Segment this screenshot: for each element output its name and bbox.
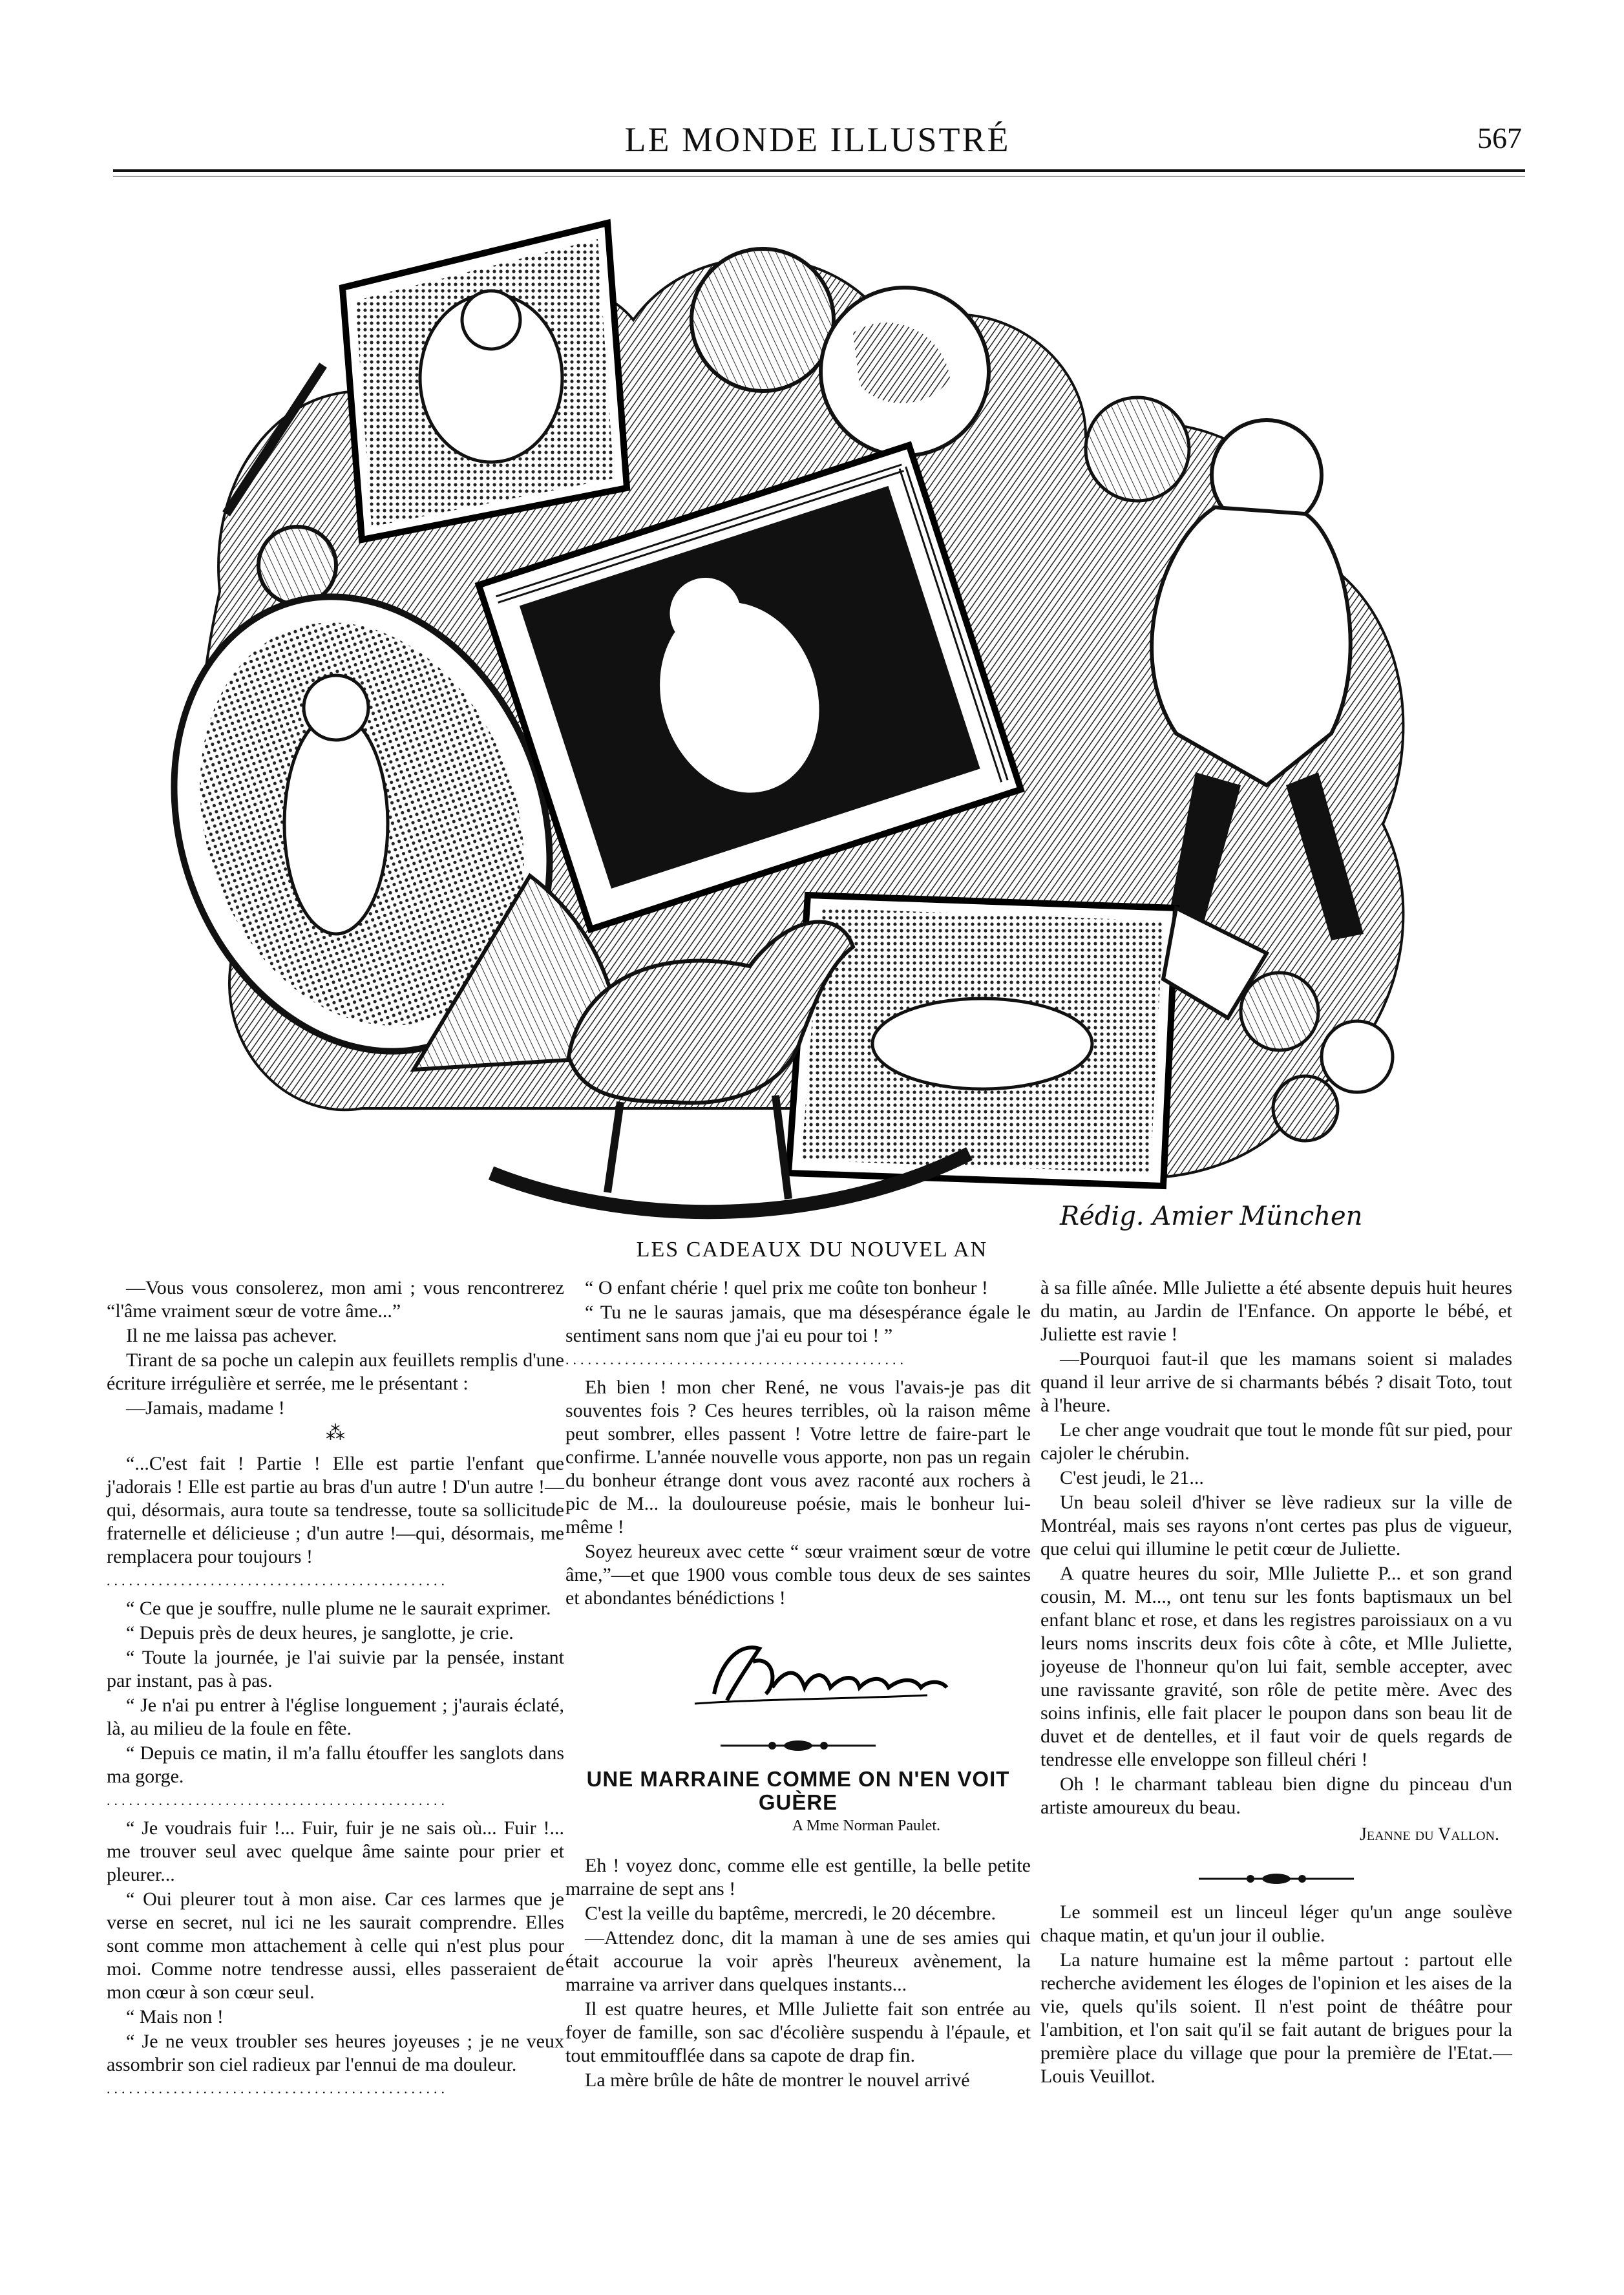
paragraph: à sa fille aînée. Mlle Juliette a été absente depuis huit heures du matin, au Jardin de l'Enfance. On apporte le bébé, et Juliette est ravie ! <box>1040 1277 1512 1345</box>
publication-title: LE MONDE ILLUSTRÉ <box>624 120 1011 159</box>
dotted-separator: .............................................. <box>107 1792 448 1808</box>
paragraph: Soyez heureux avec cette “ sœur vraiment sœur de votre âme,”—et que 1900 vous comble tous deux de ses saintes et abondantes bénédictions ! <box>565 1541 1031 1609</box>
paragraph: “ Je voudrais fuir !... Fuir, fuir je ne sais où... Fuir !... me trouver seul avec quelque âme sainte pour prier et pleurer... <box>107 1817 564 1885</box>
paragraph: “ Tu ne le sauras jamais, que ma désespérance égale le sentiment sans nom que j'ai eu pour toi ! ” <box>565 1302 1031 1346</box>
new-year-gifts-illustration <box>168 204 1486 1238</box>
paragraph: Il est quatre heures, et Mlle Juliette fait son entrée au foyer de famille, son sac d'écolière suspendu à l'épaule, et tout emmitoufflée dans sa capote de drap fin. <box>565 1998 1031 2066</box>
paragraph: —Jamais, madame ! <box>126 1397 285 1419</box>
paragraph: “ Toute la journée, je l'ai suivie par la pensée, instant par instant, pas à pas. <box>107 1647 564 1691</box>
paragraph: La nature humaine est la même partout : partout elle recherche avidement les éloges de l'opinion et les aises de la vie, quels qu'ils soient. Il n'est point de théâtre pour l'ambition, et l'on sait qu'il se fait autant de brigues pour la première place du village que pour la première de l'Etat.—Louis Veuillot. <box>1040 1949 1512 2087</box>
paragraph: —Attendez donc, dit la maman à une de ses amies qui était accourue la voir après l'heureux avènement, la marraine va arriver dans quelques instants... <box>565 1927 1031 1995</box>
paragraph: Eh ! voyez donc, comme elle est gentille, la belle petite marraine de sept ans ! <box>565 1855 1031 1899</box>
masthead <box>113 120 1522 171</box>
handwritten-signature <box>565 1623 1031 1713</box>
section-ornament <box>1199 1872 1354 1885</box>
dotted-separator: .............................................. <box>107 1572 448 1589</box>
paragraph: —Vous vous consolerez, mon ami ; vous rencontrerez “l'âme vraiment sœur de votre âme...” <box>107 1277 564 1322</box>
section-title: UNE MARRAINE COMME ON N'EN VOIT GUÈRE <box>586 1767 1010 1814</box>
paragraph: “...C'est fait ! Partie ! Elle est partie l'enfant que j'adorais ! Elle est partie au bras d'un autre ! D'un autre !—qui, désormais, aura toute sa tendresse, toute sa sollicitude fraternelle et délicieuse ; d'un autre !—qui, désormais, me remplacera pour toujours ! <box>107 1453 564 1567</box>
column-3 <box>1040 1276 1512 2089</box>
paragraph: La mère brûle de hâte de montrer le nouvel arrivé <box>585 2069 970 2091</box>
artist-signature: Rédig. Amier München <box>1060 1201 1363 1231</box>
paragraph: “ Mais non ! <box>126 2006 224 2027</box>
section-ornament <box>721 1739 876 1752</box>
paragraph: A quatre heures du soir, Mlle Juliette P... et son grand cousin, M. M..., ont tenu sur les fonts baptismaux un bel enfant blanc et rose, et dans les registres paroissiaux on a vu leurs noms inscrits deux fois côte à côte, et Mlle Juliette, joyeuse de l'honneur qu'on lui fait, semble accepter, avec une ravissante gravité, son rôle de petite mère. Avec des soins infinis, elle fait placer le poupon dans son beau lit de duvet et de dentelles, et il faut voir de quels regards de tendresse elle enveloppe son filleul chéri ! <box>1040 1563 1512 1770</box>
paragraph: “ Ce que je souffre, nulle plume ne le saurait exprimer. <box>126 1598 551 1619</box>
author-signature: Jeanne du Vallon. <box>1359 1824 1499 1845</box>
page-number: 567 <box>1477 122 1522 154</box>
framed-picture-flute-boy <box>343 223 627 540</box>
column-2 <box>565 1276 1031 2093</box>
paragraph: Un beau soleil d'hiver se lève radieux sur la ville de Montréal, mais ses rayons n'ont certes pas plus de vigueur, que celui qui illumine le petit cœur de Juliette. <box>1040 1492 1512 1560</box>
paragraph: Oh ! le charmant tableau bien digne du pinceau d'un artiste amoureux du beau. <box>1040 1773 1512 1818</box>
paragraph: Le cher ange voudrait que tout le monde fût sur pied, pour cajoler le chérubin. <box>1040 1419 1512 1464</box>
paragraph: Eh bien ! mon cher René, ne vous l'avais-je pas dit souventes fois ? Ces heures terribles, où la raison même peut sombrer, elles passent ! Votre lettre de faire-part le confirme. L'année nouvelle vous apporte, non pas un regain du bonheur étrange dont vous avez raconté aux rochers à pic de M... la douloureuse poésie, mais le bonheur lui-même ! <box>565 1377 1031 1538</box>
asterism: ⁂ <box>326 1422 345 1444</box>
paragraph: C'est la veille du baptême, mercredi, le 20 décembre. <box>585 1903 996 1924</box>
paragraph: “ Depuis ce matin, il m'a fallu étouffer les sanglots dans ma gorge. <box>107 1742 564 1787</box>
paragraph: “ Oui pleurer tout à mon aise. Car ces larmes que je verse en secret, nul ici ne les saurait comprendre. Elles sont comme mon attachement à celle qui n'est plus pour moi. Comme notre tendresse aussi, elles passeraient de mon cœur à son cœur seul. <box>107 1888 564 2003</box>
paragraph: Le sommeil est un linceul léger qu'un ange soulève chaque matin, et qu'un jour il oublie. <box>1040 1901 1512 1946</box>
paragraph: C'est jeudi, le 21... <box>1060 1467 1204 1488</box>
paragraph: “ O enfant chérie ! quel prix me coûte ton bonheur ! <box>585 1277 988 1298</box>
paragraph: “ Depuis près de deux heures, je sanglotte, je crie. <box>126 1622 514 1644</box>
signature-scribble <box>565 1623 1031 1713</box>
dotted-separator: .............................................. <box>565 1351 907 1368</box>
paragraph: Tirant de sa poche un calepin aux feuillets remplis d'une écriture irrégulière et serrée, me le présentant : <box>107 1349 564 1394</box>
column-1 <box>107 1276 564 2105</box>
paragraph: “ Je ne veux troubler ses heures joyeuses ; je ne veux assombrir son ciel radieux par l'ennui de ma douleur. <box>107 2031 564 2075</box>
dotted-separator: .............................................. <box>107 2080 448 2097</box>
header-rule-thick <box>113 169 1525 172</box>
paragraph: “ Je n'ai pu entrer à l'église longuement ; j'aurais éclaté, là, au milieu de la foule en fête. <box>107 1695 564 1739</box>
engraving-artwork <box>168 204 1486 1238</box>
illustration-caption: LES CADEAUX DU NOUVEL AN <box>636 1238 988 1262</box>
paragraph: —Pourquoi faut-il que les mamans soient si malades quand il leur arrive de si charmants bébés ? disait Toto, tout à l'heure. <box>1040 1348 1512 1416</box>
paragraph: Il ne me laissa pas achever. <box>126 1325 337 1346</box>
dedication: A Mme Norman Paulet. <box>792 1817 940 1834</box>
